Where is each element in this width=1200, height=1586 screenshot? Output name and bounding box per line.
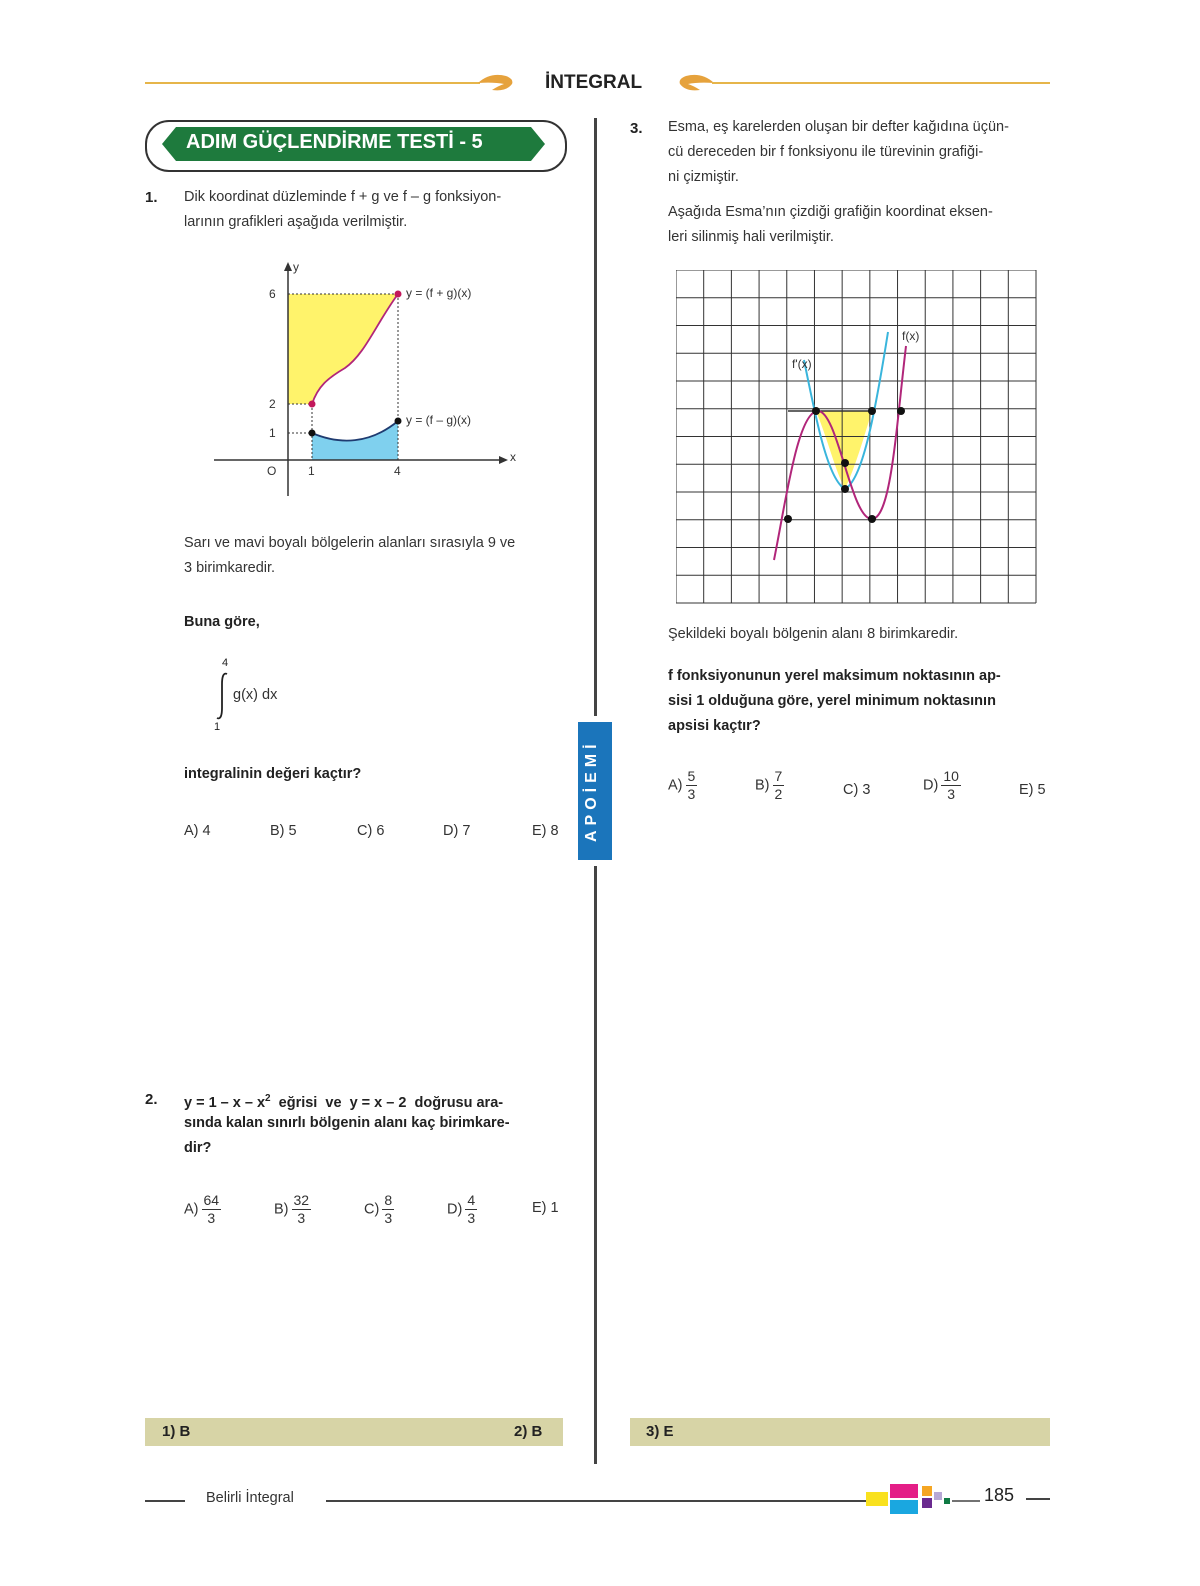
header-line-right — [712, 82, 1050, 84]
q2-option-d[interactable] — [447, 1192, 477, 1227]
q1-graph-y2: 2 — [269, 397, 276, 411]
q2-option-d-den: 3 — [467, 1210, 476, 1226]
q2-option-b[interactable] — [274, 1192, 311, 1227]
q3-option-b-den: 2 — [774, 786, 783, 802]
q1-integral-lower: 1 — [214, 721, 221, 733]
q2-option-a-fraction — [202, 1192, 222, 1227]
q3-option-d-num: 10 — [943, 768, 959, 784]
q3-option-d-fraction — [941, 768, 961, 803]
footer-line-left — [145, 1500, 185, 1502]
q2-option-b-fraction — [292, 1192, 312, 1227]
q1-integral-upper: 4 — [222, 657, 229, 669]
q2-line1-exponent: 2 — [265, 1093, 271, 1104]
q2-option-d-num: 4 — [467, 1192, 476, 1208]
q1-option-d[interactable]: D) 7 — [443, 823, 471, 839]
q1-integrand: g(x) dx — [233, 687, 278, 703]
q2-option-b-num: 32 — [293, 1192, 310, 1208]
q1-info-line1: Sarı ve mavi boyalı bölgelerin alanları sırasıyla 9 ve — [184, 535, 516, 551]
q1-option-b[interactable]: B) 5 — [270, 823, 297, 839]
q3-question-line3: apsisi kaçtır? — [668, 718, 761, 734]
q1-intro-line1: Dik koordinat düzleminde f + g ve f – g fonksiyon- — [184, 189, 502, 205]
q1-graph-x1: 1 — [308, 464, 315, 478]
q2-option-c-num: 8 — [384, 1192, 393, 1208]
q3-line5: leri silinmiş hali verilmiştir. — [668, 229, 834, 245]
brand-logo-text: APOİEMİ — [583, 739, 600, 842]
q3-line1: Esma, eş karelerden oluşan bir defter kağıdına üçün- — [668, 119, 1009, 135]
q2-option-c-fraction — [382, 1192, 394, 1227]
q2-option-d-label: D) — [447, 1201, 463, 1218]
q2-option-c-label: C) — [364, 1201, 380, 1218]
q3-question-line1: f fonksiyonunun yerel maksimum noktasının ap- — [668, 668, 1001, 684]
q2-option-a-den: 3 — [207, 1210, 216, 1226]
q3-option-a-den: 3 — [687, 786, 696, 802]
q3-option-a-label: A) — [668, 777, 683, 794]
q3-option-b-num: 7 — [774, 768, 783, 784]
integral-sign-icon — [212, 670, 232, 722]
answer-1: 1) B — [162, 1423, 191, 1440]
q3-option-c[interactable]: C) 3 — [843, 782, 871, 798]
header-ornament-right-icon — [676, 70, 716, 96]
q3-option-b-label: B) — [755, 777, 770, 794]
q3-number: 3. — [630, 120, 643, 137]
q1-graph — [200, 258, 540, 508]
q1-option-e[interactable]: E) 8 — [532, 823, 559, 839]
q3-option-b[interactable] — [755, 768, 784, 803]
q2-option-a[interactable] — [184, 1192, 221, 1227]
q1-graph-y6: 6 — [269, 287, 276, 301]
q2-number: 2. — [145, 1091, 158, 1108]
q2-option-a-num: 64 — [203, 1192, 220, 1208]
q2-option-b-label: B) — [274, 1201, 289, 1218]
q1-yellow-region — [288, 294, 398, 404]
column-divider-bottom — [594, 866, 597, 1464]
answer-2: 2) B — [514, 1423, 543, 1440]
q3-option-a-fraction — [686, 768, 698, 803]
q1-option-c[interactable]: C) 6 — [357, 823, 385, 839]
q1-graph-bottom-label: y = (f – g)(x) — [406, 413, 472, 427]
footer-title: Belirli İntegral — [206, 1490, 294, 1506]
answer-3: 3) E — [646, 1423, 674, 1440]
page-number: 185 — [984, 1485, 1015, 1505]
q2-option-a-label: A) — [184, 1201, 199, 1218]
q1-graph-origin: O — [267, 464, 277, 478]
header-line-left — [145, 82, 480, 84]
q1-number: 1. — [145, 189, 158, 206]
q1-option-a[interactable]: A) 4 — [184, 823, 211, 839]
q3-grid — [676, 270, 1036, 603]
q3-option-b-fraction — [773, 768, 785, 803]
footer-color-blocks-icon — [866, 1484, 980, 1518]
q3-curve-f — [774, 346, 906, 560]
q3-option-e[interactable]: E) 5 — [1019, 782, 1046, 798]
answer-bar-left — [145, 1418, 563, 1446]
q3-option-d-label: D) — [923, 777, 939, 794]
q3-graph-fprime-label: f'(x) — [792, 357, 812, 371]
q2-option-c-den: 3 — [384, 1210, 393, 1226]
footer-line-middle — [326, 1500, 866, 1502]
q3-info: Şekildeki boyalı bölgenin alanı 8 birimkaredir. — [668, 626, 959, 642]
q1-graph-y1: 1 — [269, 426, 276, 440]
footer-line-right — [1026, 1498, 1050, 1500]
q1-question: integralinin değeri kaçtır? — [184, 766, 362, 782]
q3-option-a-num: 5 — [687, 768, 696, 784]
q3-line3: ni çizmiştir. — [668, 169, 739, 185]
q2-option-d-fraction — [465, 1192, 477, 1227]
q1-graph-top-label: y = (f + g)(x) — [406, 286, 472, 300]
q3-option-d-den: 3 — [947, 786, 955, 802]
q3-option-d[interactable] — [923, 768, 961, 803]
q3-grid-graph — [676, 270, 1044, 608]
q1-intro-line2: larının grafikleri aşağıda verilmiştir. — [184, 214, 408, 230]
q3-line2: cü dereceden bir f fonksiyonu ile türevinin grafiği- — [668, 144, 984, 160]
q3-question-line2: sisi 1 olduğuna göre, yerel minimum noktasının — [668, 693, 996, 709]
q1-graph-x4: 4 — [394, 464, 401, 478]
q1-info-line2: 3 birimkaredir. — [184, 560, 276, 576]
answer-bar-right — [630, 1418, 1050, 1446]
test-title: ADIM GÜÇLENDİRME TESTİ - 5 — [186, 131, 483, 153]
q1-graph-y-label: y — [293, 260, 299, 274]
q3-option-a[interactable] — [668, 768, 697, 803]
q2-line3: dir? — [184, 1140, 212, 1156]
column-divider-top — [594, 118, 597, 716]
q1-lead: Buna göre, — [184, 614, 260, 630]
q3-graph-f-label: f(x) — [902, 329, 920, 343]
q2-line1-part1: y = 1 – x – x — [184, 1094, 266, 1111]
q2-option-b-den: 3 — [297, 1210, 306, 1226]
q1-graph-x-label: x — [510, 450, 516, 464]
q2-line2: sında kalan sınırlı bölgenin alanı kaç birimkare- — [184, 1115, 510, 1131]
q2-option-e[interactable]: E) 1 — [532, 1200, 559, 1216]
q2-line1-part2: eğrisi ve y = x – 2 doğrusu ara- — [270, 1094, 504, 1111]
q3-line4: Aşağıda Esma’nın çizdiği grafiğin koordinat eksen- — [668, 204, 993, 220]
header-ornament-left-icon — [476, 70, 516, 96]
q2-option-c[interactable] — [364, 1192, 394, 1227]
header-title: İNTEGRAL — [545, 72, 643, 93]
